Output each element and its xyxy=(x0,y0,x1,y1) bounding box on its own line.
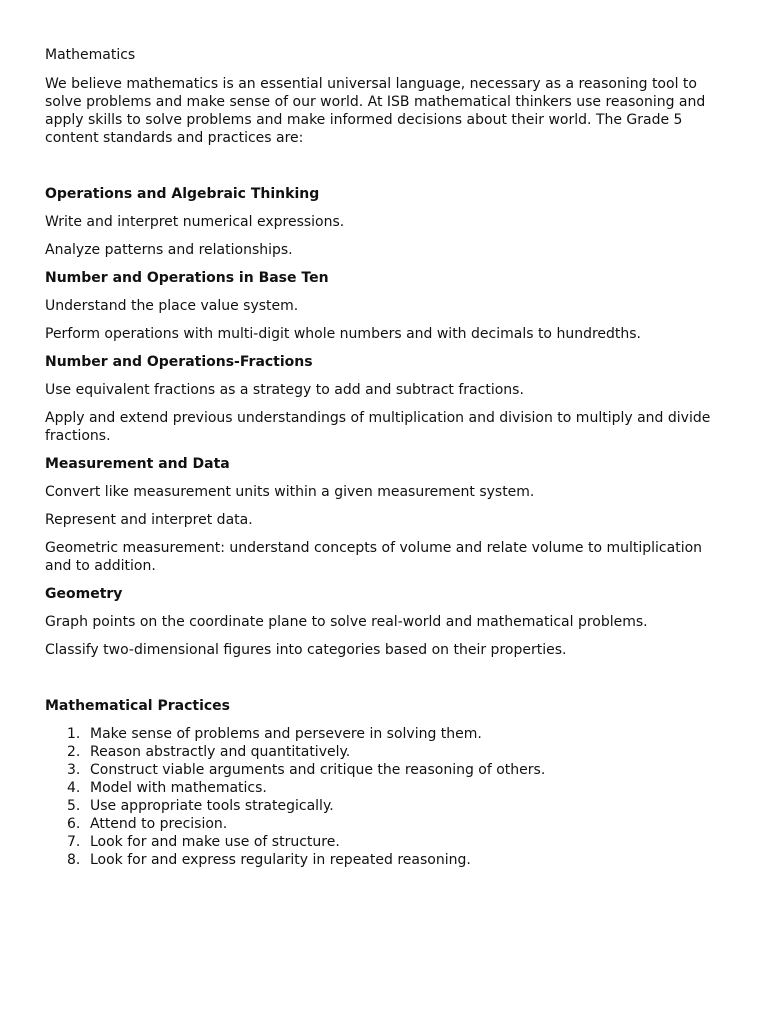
document-page xyxy=(45,46,715,869)
standard-item: Geometric measurement: understand concepts of volume and relate volume to multiplication and to addition. xyxy=(45,540,703,574)
list-item xyxy=(45,779,715,797)
list-number: 6. xyxy=(67,816,81,832)
standard-item: Analyze patterns and relationships. xyxy=(45,242,293,258)
section-operations-algebraic-thinking xyxy=(45,185,715,259)
list-number: 1. xyxy=(67,726,81,742)
standard-item: Apply and extend previous understandings of multiplication and division to multiply and divide fractions. xyxy=(45,410,711,444)
standard-item: Represent and interpret data. xyxy=(45,512,253,528)
list-item-text: Look for and make use of structure. xyxy=(90,834,340,850)
list-item xyxy=(45,815,715,833)
section-number-operations-fractions xyxy=(45,353,715,445)
list-number: 5. xyxy=(67,798,81,814)
list-number: 3. xyxy=(67,762,81,778)
section-heading: Measurement and Data xyxy=(45,456,230,472)
section-geometry xyxy=(45,585,715,659)
list-item-text: Make sense of problems and persevere in solving them. xyxy=(90,726,482,742)
section-number-operations-base-ten xyxy=(45,269,715,343)
intro-paragraph: We believe mathematics is an essential universal language, necessary as a reasoning tool to solve problems and make sense of our world. At ISB mathematical thinkers use reasoning and apply skills to solve problems and make informed decisions about their world. The Grade 5 content standards and practices are: xyxy=(45,76,706,146)
standard-item: Use equivalent fractions as a strategy to add and subtract fractions. xyxy=(45,382,524,398)
practices-list xyxy=(45,725,715,869)
list-item-text: Model with mathematics. xyxy=(90,780,267,796)
list-item xyxy=(45,833,715,851)
list-item xyxy=(45,797,715,815)
list-number: 4. xyxy=(67,780,81,796)
section-mathematical-practices xyxy=(45,697,715,869)
section-heading: Mathematical Practices xyxy=(45,698,231,714)
list-item-text: Construct viable arguments and critique the reasoning of others. xyxy=(90,762,546,778)
list-item-text: Attend to precision. xyxy=(90,816,228,832)
list-item-text: Use appropriate tools strategically. xyxy=(90,798,334,814)
list-item-text: Look for and express regularity in repeated reasoning. xyxy=(90,852,471,868)
section-heading: Number and Operations-Fractions xyxy=(45,354,313,370)
standard-item: Understand the place value system. xyxy=(45,298,299,314)
standard-item: Perform operations with multi-digit whole numbers and with decimals to hundredths. xyxy=(45,326,642,342)
document-title: Mathematics xyxy=(45,47,136,63)
list-item xyxy=(45,851,715,869)
spacer xyxy=(45,669,715,697)
standard-item: Convert like measurement units within a given measurement system. xyxy=(45,484,535,500)
standard-item: Graph points on the coordinate plane to solve real-world and mathematical problems. xyxy=(45,614,648,630)
standard-item: Write and interpret numerical expressions. xyxy=(45,214,345,230)
section-heading: Number and Operations in Base Ten xyxy=(45,270,329,286)
section-heading: Operations and Algebraic Thinking xyxy=(45,186,320,202)
section-heading: Geometry xyxy=(45,586,123,602)
list-item-text: Reason abstractly and quantitatively. xyxy=(90,744,351,760)
list-item xyxy=(45,761,715,779)
list-item xyxy=(45,725,715,743)
list-number: 7. xyxy=(67,834,81,850)
section-measurement-and-data xyxy=(45,455,715,575)
standard-item: Classify two-dimensional figures into categories based on their properties. xyxy=(45,642,567,658)
list-number: 8. xyxy=(67,852,81,868)
list-item xyxy=(45,743,715,761)
list-number: 2. xyxy=(67,744,81,760)
